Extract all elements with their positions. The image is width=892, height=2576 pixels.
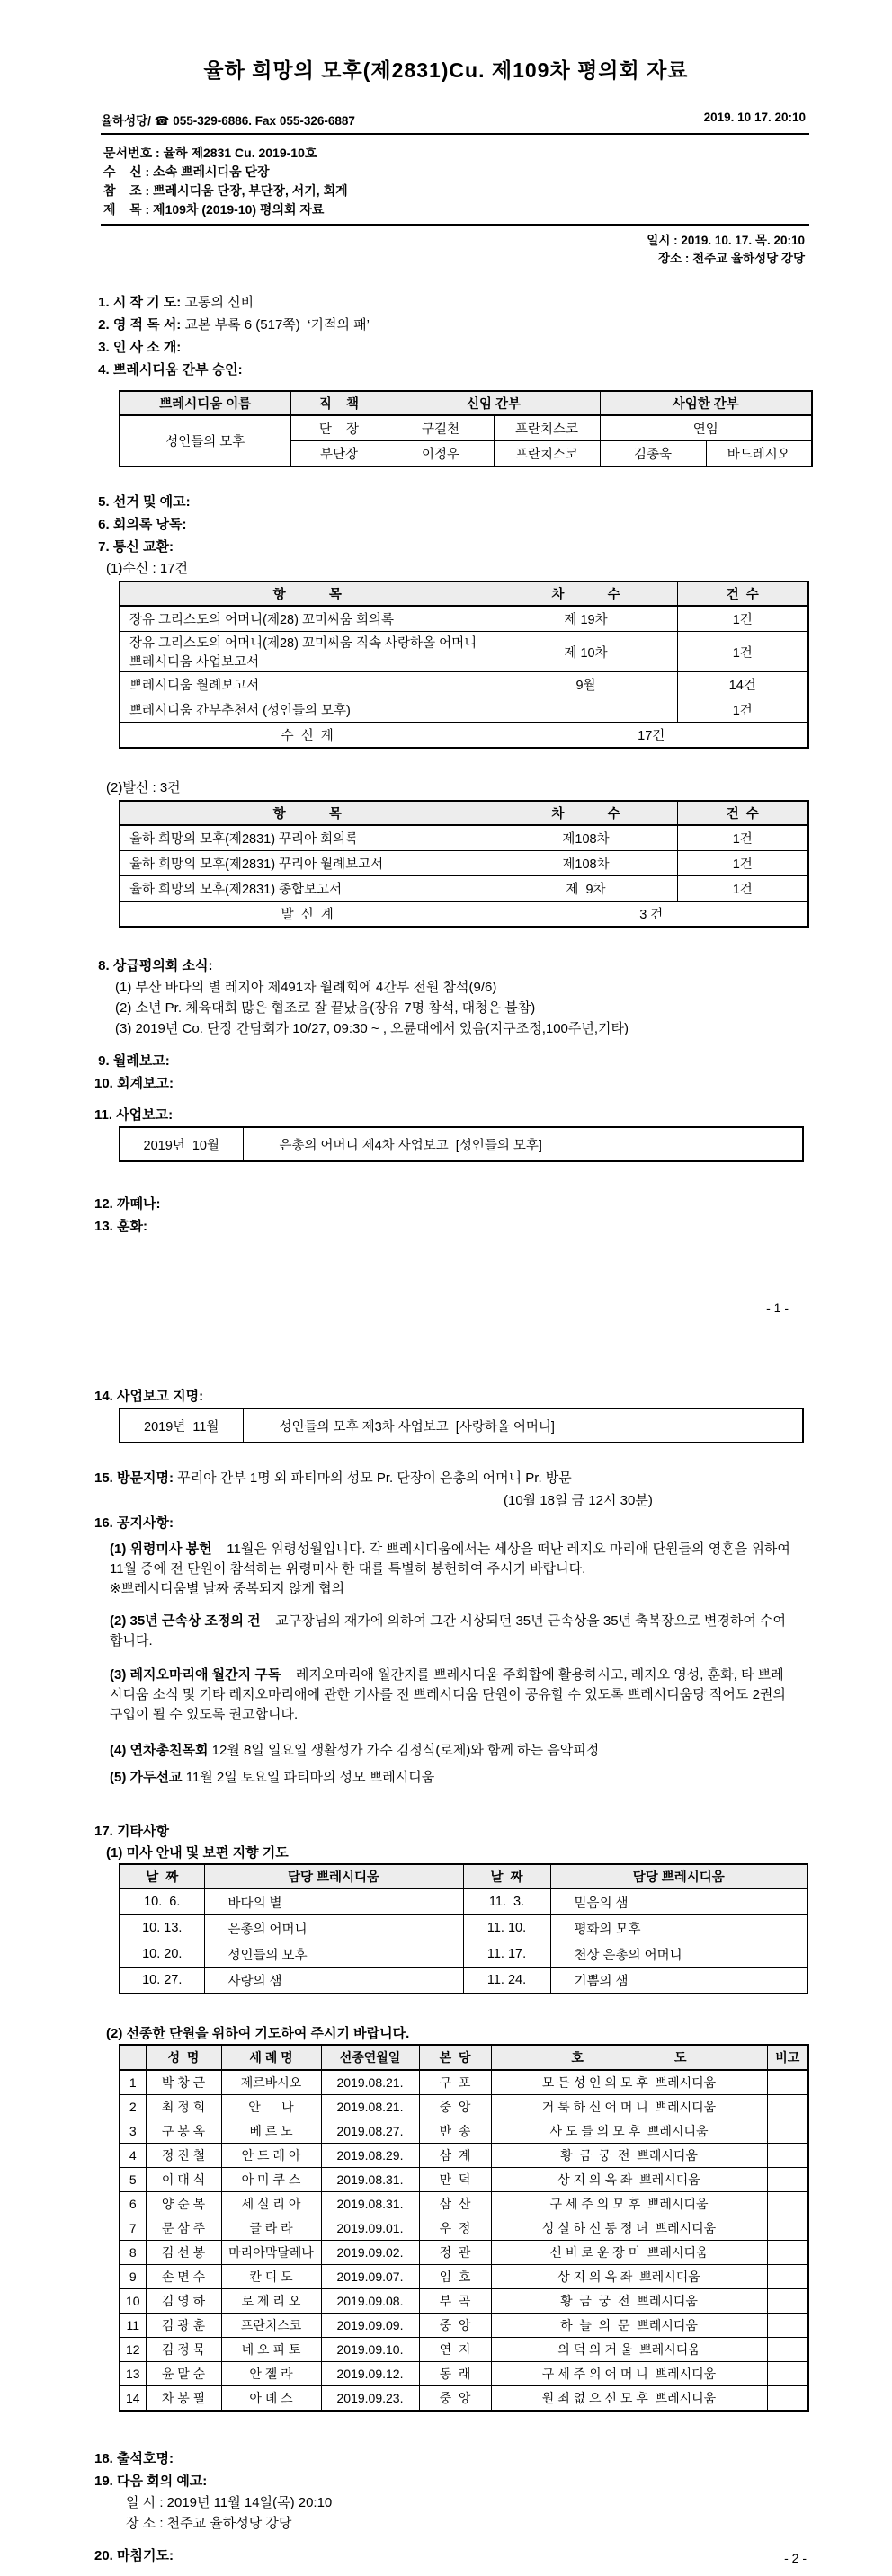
table-cell: 베 르 노 [221, 2119, 321, 2144]
total-value-cell: 17건 [495, 723, 808, 749]
table-cell [767, 2362, 808, 2386]
section-spiritual-reading: 2. 영 적 독 서: 교본 부록 6 (517쪽) ‘기적의 패’ [94, 317, 370, 333]
next-meeting-place: 장 소 : 천주교 율하성당 강당 [126, 2516, 292, 2531]
report-desc-cell: 은총의 어머니 제4차 사업보고 [성인들의 모후] [243, 1127, 803, 1161]
section-accounting-report: 10. 회계보고: [94, 1076, 174, 1091]
page-2-marker: - 2 - [784, 2551, 807, 2565]
table-cell: 1건 [677, 876, 808, 902]
table-cell: 2019.08.31. [321, 2168, 419, 2192]
misc-sub-deceased: (2) 선종한 단원을 위하여 기도하여 주시기 바랍니다. [106, 2026, 410, 2041]
table-cell: 프란치스코 [494, 441, 600, 467]
table-row [120, 1915, 807, 1941]
table-cell: 네 오 피 토 [221, 2338, 321, 2362]
table-cell: 11. 17. [463, 1941, 550, 1968]
table-cell: 2019.08.27. [321, 2119, 419, 2144]
table-cell: 1건 [677, 851, 808, 876]
table-cell: 김 영 하 [146, 2289, 221, 2314]
section-minutes-reading: 6. 회의록 낭독: [94, 517, 187, 532]
table-cell: 9월 [495, 672, 677, 697]
table-cell: 양 순 복 [146, 2192, 221, 2216]
presidium-name-cell: 성인들의 모후 [120, 415, 290, 466]
meeting-datetime: 일시 : 2019. 10. 17. 목. 20:10 [647, 234, 805, 247]
col-date: 날 짜 [120, 1864, 204, 1888]
table-cell [767, 2119, 808, 2144]
section-report-assignment: 14. 사업보고 지명: [94, 1389, 204, 1404]
table-row [120, 2265, 808, 2289]
col-presidium: 담당 쁘레시디움 [204, 1864, 463, 1888]
table-cell: 김 정 묵 [146, 2338, 221, 2362]
table-cell: 10. 6. [120, 1888, 204, 1915]
table-cell: 안 드 레 아 [221, 2144, 321, 2168]
table-cell: 최 정 희 [146, 2095, 221, 2119]
table-row [120, 2216, 808, 2241]
business-report-table [119, 1126, 804, 1162]
table-cell: 1 [120, 2070, 146, 2095]
notice-item: (4) 연차총친목회 12월 8일 일요일 생활성가 가수 김정식(로제)와 함께 하는 음악피정 [110, 1743, 600, 1758]
table-cell: 연 지 [419, 2338, 491, 2362]
table-row [120, 2045, 808, 2070]
table-cell: 삼 산 [419, 2192, 491, 2216]
table-cell: 기쁨의 샘 [550, 1968, 807, 1994]
section-monthly-report: 9. 월례보고: [94, 1053, 170, 1069]
printed-datetime: 2019. 10 17. 20:10 [703, 111, 806, 124]
table-cell [767, 2070, 808, 2095]
col-item: 항 목 [120, 582, 495, 606]
table-cell [767, 2241, 808, 2265]
table-row [120, 1941, 807, 1968]
table-cell: 하 늘 의 문 쁘레시디움 [491, 2314, 767, 2338]
col-presidium-name: 쁘레시디움 이름 [120, 391, 290, 415]
notice-item: (2) 35년 근속상 조정의 건 교구장님의 재가에 의하여 그간 시상되던 35년 근속상을 35년 축복장으로 변경하여 수여합니다. [110, 1613, 786, 1648]
meeting-place: 장소 : 천주교 율하성당 강당 [658, 252, 805, 265]
meeting-info [54, 232, 805, 268]
table-cell: 원 죄 없 으 신 모 후 쁘레시디움 [491, 2386, 767, 2412]
table-cell: 프란치스코 [221, 2314, 321, 2338]
news-item: (3) 2019년 Co. 단장 간담회가 10/27, 09:30 ~ , 오륜대에서 있음(지구조정,100주년,기타) [115, 1021, 629, 1036]
report-desc-cell: 성인들의 모후 제3차 사업보고 [사랑하올 어머니] [243, 1408, 803, 1443]
table-cell: 13 [120, 2362, 146, 2386]
table-row [120, 2144, 808, 2168]
table-row [120, 582, 808, 606]
table-row [120, 1127, 803, 1161]
table-cell [767, 2216, 808, 2241]
col-remarks: 비고 [767, 2045, 808, 2070]
col-baptismal-name: 세 례 명 [221, 2045, 321, 2070]
table-cell: 안 젤 라 [221, 2362, 321, 2386]
table-cell: 성 실 하 신 동 정 녀 쁘레시디움 [491, 2216, 767, 2241]
doc-number-line: 문서번호 : 율하 제2831 Cu. 2019-10호 [103, 146, 317, 160]
col-death-date: 선종연월일 [321, 2045, 419, 2070]
table-cell: 이 대 식 [146, 2168, 221, 2192]
table-cell: 부단장 [290, 441, 388, 467]
table-cell: 구길천 [388, 415, 494, 441]
table-cell: 1건 [677, 632, 808, 672]
col-count: 건 수 [677, 582, 808, 606]
table-cell: 임 호 [419, 2265, 491, 2289]
table-cell: 거 룩 하 신 어 머 니 쁘레시디움 [491, 2095, 767, 2119]
table-row [120, 391, 812, 415]
total-label-cell: 발 신 계 [120, 902, 495, 928]
table-row [120, 1408, 803, 1443]
table-cell [495, 697, 677, 723]
col-name: 성 명 [146, 2045, 221, 2070]
col-presidium: 담당 쁘레시디움 [550, 1864, 807, 1888]
table-cell: 2019.09.02. [321, 2241, 419, 2265]
col-parish: 본 당 [419, 2045, 491, 2070]
table-cell: 천상 은총의 어머니 [550, 1941, 807, 1968]
report-month-cell: 2019년 11월 [120, 1408, 243, 1443]
table-row [120, 876, 808, 902]
table-cell [767, 2338, 808, 2362]
section-opening-prayer: 1. 시 작 기 도: 고통의 신비 [94, 295, 254, 310]
table-cell: 믿음의 샘 [550, 1888, 807, 1915]
table-cell [767, 2265, 808, 2289]
table-cell: 2019.09.09. [321, 2314, 419, 2338]
table-cell: 2019.08.31. [321, 2192, 419, 2216]
table-cell: 장유 그리스도의 어머니(제28) 꼬미씨움 직속 사랑하올 어머니 쁘레시디움 사업보고서 [120, 632, 495, 672]
table-cell: 1건 [677, 825, 808, 851]
table-cell: 14건 [677, 672, 808, 697]
table-row [120, 1888, 807, 1915]
table-cell: 황 금 궁 전 쁘레시디움 [491, 2289, 767, 2314]
table-row [120, 415, 812, 441]
section-next-meeting: 19. 다음 회의 예고: [94, 2474, 208, 2489]
table-cell: 4 [120, 2144, 146, 2168]
col-resigned-officer: 사임한 간부 [600, 391, 812, 415]
table-cell: 차 봉 필 [146, 2386, 221, 2412]
table-cell: 7 [120, 2216, 146, 2241]
table-cell: 중 앙 [419, 2314, 491, 2338]
table-row [120, 2289, 808, 2314]
table-cell: 12 [120, 2338, 146, 2362]
table-cell: 프란치스코 [494, 415, 600, 441]
col-date: 날 짜 [463, 1864, 550, 1888]
table-cell: 11 [120, 2314, 146, 2338]
table-cell: 사랑의 샘 [204, 1968, 463, 1994]
table-total-row [120, 902, 808, 928]
table-cell: 2019.08.21. [321, 2070, 419, 2095]
notice-note: ※쁘레시디움별 날짜 중복되지 않게 협의 [110, 1581, 345, 1596]
table-cell: 구 포 [419, 2070, 491, 2095]
assignment-table [119, 1408, 804, 1443]
section-closing-prayer: 20. 마침기도: [94, 2548, 174, 2563]
table-cell: 윤 말 순 [146, 2362, 221, 2386]
table-cell: 신 비 로 운 장 미 쁘레시디움 [491, 2241, 767, 2265]
table-cell: 김종욱 [600, 441, 706, 467]
total-label-cell: 수 신 계 [120, 723, 495, 749]
table-cell: 평화의 모후 [550, 1915, 807, 1941]
table-row [120, 2168, 808, 2192]
table-row [120, 697, 808, 723]
table-cell: 로 제 리 오 [221, 2289, 321, 2314]
report-month-cell: 2019년 10월 [120, 1127, 243, 1161]
table-cell: 제 10차 [495, 632, 677, 672]
next-meeting-datetime: 일 시 : 2019년 11월 14일(목) 20:10 [126, 2495, 333, 2510]
table-cell: 9 [120, 2265, 146, 2289]
sent-intro: (2)발신 : 3건 [106, 780, 181, 795]
table-cell: 문 삼 주 [146, 2216, 221, 2241]
table-cell: 성인들의 모후 [204, 1941, 463, 1968]
table-cell: 10 [120, 2289, 146, 2314]
table-cell: 2019.09.10. [321, 2338, 419, 2362]
table-cell: 율하 희망의 모후(제2831) 꾸리아 월례보고서 [120, 851, 495, 876]
section-officer-approval: 4. 쁘레시디움 간부 승인: [94, 362, 243, 378]
table-cell: 동 래 [419, 2362, 491, 2386]
col-position: 직 책 [290, 391, 388, 415]
table-cell: 구 세 주 의 어 머 니 쁘레시디움 [491, 2362, 767, 2386]
table-cell: 10. 27. [120, 1968, 204, 1994]
table-cell: 2019.09.08. [321, 2289, 419, 2314]
table-row [120, 2192, 808, 2216]
table-row [120, 672, 808, 697]
table-cell: 3 [120, 2119, 146, 2144]
table-cell: 10. 13. [120, 1915, 204, 1941]
notice-item: (5) 가두선교 11월 2일 토요일 파티마의 성모 쁘레시디움 [110, 1770, 435, 1785]
table-cell: 단 장 [290, 415, 388, 441]
table-cell: 제108차 [495, 851, 677, 876]
col-count: 건 수 [677, 801, 808, 825]
table-cell: 모 든 성 인 의 모 후 쁘레시디움 [491, 2070, 767, 2095]
table-cell: 중 앙 [419, 2386, 491, 2412]
divider [101, 224, 809, 226]
table-row [120, 2314, 808, 2338]
table-cell: 11. 24. [463, 1968, 550, 1994]
table-cell: 상 지 의 옥 좌 쁘레시디움 [491, 2168, 767, 2192]
table-row [120, 825, 808, 851]
table-row [120, 1968, 807, 1994]
table-cell: 장유 그리스도의 어머니(제28) 꼬미씨움 회의록 [120, 606, 495, 632]
col-session: 차 수 [495, 582, 677, 606]
table-cell: 10. 20. [120, 1941, 204, 1968]
table-cell: 김 선 봉 [146, 2241, 221, 2265]
table-cell: 11. 3. [463, 1888, 550, 1915]
table-cell: 이정우 [388, 441, 494, 467]
table-cell: 구 세 주 의 모 후 쁘레시디움 [491, 2192, 767, 2216]
section-election: 5. 선거 및 예고: [94, 494, 191, 510]
table-cell: 손 면 수 [146, 2265, 221, 2289]
table-cell: 글 라 라 [221, 2216, 321, 2241]
table-row [120, 2362, 808, 2386]
cc-line: 참 조 : 쁘레시디움 단장, 부단장, 서기, 회계 [103, 183, 348, 198]
misc-sub-mass-guide: (1) 미사 안내 및 보편 지향 기도 [106, 1845, 289, 1861]
table-row [120, 2338, 808, 2362]
table-cell: 5 [120, 2168, 146, 2192]
table-cell [767, 2168, 808, 2192]
received-intro: (1)수신 : 17건 [106, 561, 188, 576]
table-cell: 제 9차 [495, 876, 677, 902]
page-1-marker: - 1 - [766, 1301, 789, 1315]
col-new-officer: 신임 간부 [388, 391, 600, 415]
deceased-members-table [119, 2044, 809, 2412]
section-senior-council-news: 8. 상급평의회 소식: [94, 958, 213, 973]
news-item: (1) 부산 바다의 별 레지아 제491차 월례회에 4간부 전원 참석(9/6) [115, 980, 497, 995]
table-cell: 율하 희망의 모후(제2831) 종합보고서 [120, 876, 495, 902]
notice-item: (3) 레지오마리애 월간지 구독 레지오마리애 월간지를 쁘레시디움 주회합에 활용하시고, 레지오 영성, 훈화, 타 쁘레시디움 소식 및 기타 레지오마리애에 관한 기사를 전 쁘레시디움 단원이 공유할 수 있도록 쁘레시디움당 적어도 2권의 구입이 될 수 있도록 권고합니다. [110, 1667, 790, 1722]
divider [101, 133, 809, 135]
document-header [101, 111, 806, 129]
table-cell [767, 2144, 808, 2168]
table-cell: 2 [120, 2095, 146, 2119]
table-cell: 바드레시오 [706, 441, 812, 467]
subject-line: 제 목 : 제109차 (2019-10) 평의회 자료 [103, 202, 325, 217]
table-cell: 2019.08.21. [321, 2095, 419, 2119]
table-cell: 구 봉 옥 [146, 2119, 221, 2144]
col-item: 항 목 [120, 801, 495, 825]
table-cell [767, 2314, 808, 2338]
visit-sub-note: (10월 18일 금 12시 30분) [504, 1493, 653, 1508]
table-cell: 칸 디 도 [221, 2265, 321, 2289]
recipient-line: 수 신 : 소속 쁘레시디움 단장 [103, 164, 270, 179]
table-cell: 2019.08.29. [321, 2144, 419, 2168]
mass-schedule-table [119, 1863, 808, 1994]
table-cell: 제 19차 [495, 606, 677, 632]
parish-contact: 율하성당/ ☎ 055-329-6886. Fax 055-326-6887 [101, 114, 355, 128]
table-row [120, 632, 808, 672]
table-row [120, 2119, 808, 2144]
table-row [120, 2095, 808, 2119]
section-correspondence: 7. 통신 교환: [94, 539, 174, 555]
table-cell: 쁘레시디움 월례보고서 [120, 672, 495, 697]
table-cell: 2019.09.23. [321, 2386, 419, 2412]
table-row [120, 801, 808, 825]
table-cell: 세 실 리 아 [221, 2192, 321, 2216]
table-cell: 14 [120, 2386, 146, 2412]
table-row [120, 2241, 808, 2265]
section-announcements: 16. 공지사항: [94, 1515, 174, 1531]
table-cell: 의 덕 의 거 울 쁘레시디움 [491, 2338, 767, 2362]
table-cell: 사 도 들 의 모 후 쁘레시디움 [491, 2119, 767, 2144]
table-cell: 은총의 어머니 [204, 1915, 463, 1941]
table-cell: 김 광 훈 [146, 2314, 221, 2338]
section-visit-assignment: 15. 방문지명: 꾸리아 간부 1명 외 파티마의 성모 Pr. 단장이 은총의 어머니 Pr. 방문 [94, 1470, 572, 1486]
table-cell: 마리아막달레나 [221, 2241, 321, 2265]
table-cell [767, 2095, 808, 2119]
table-cell: 정 진 철 [146, 2144, 221, 2168]
table-cell: 2019.09.01. [321, 2216, 419, 2241]
table-cell: 아 녜 스 [221, 2386, 321, 2412]
table-cell: 11. 10. [463, 1915, 550, 1941]
table-cell: 안 나 [221, 2095, 321, 2119]
table-cell: 연임 [600, 415, 812, 441]
table-row [120, 2386, 808, 2412]
section-roll-call: 18. 출석호명: [94, 2451, 174, 2466]
table-cell: 2019.09.07. [321, 2265, 419, 2289]
table-cell: 율하 희망의 모후(제2831) 꾸리아 회의록 [120, 825, 495, 851]
section-catena: 12. 까떼나: [94, 1196, 161, 1212]
table-cell: 바다의 별 [204, 1888, 463, 1915]
document-title: 율하 희망의 모후(제2831)Cu. 제109차 평의회 자료 [203, 58, 689, 82]
table-total-row [120, 723, 808, 749]
table-cell: 박 창 근 [146, 2070, 221, 2095]
table-row [120, 606, 808, 632]
table-cell: 만 덕 [419, 2168, 491, 2192]
col-presidium-title: 호 도 [491, 2045, 767, 2070]
table-cell: 1건 [677, 606, 808, 632]
table-cell: 중 앙 [419, 2095, 491, 2119]
table-cell: 제108차 [495, 825, 677, 851]
news-item: (2) 소년 Pr. 체육대회 많은 협조로 잘 끝났음(장유 7명 참석, 대청은 불참) [115, 1000, 536, 1016]
table-cell: 제르바시오 [221, 2070, 321, 2095]
received-table [119, 581, 809, 749]
table-cell: 6 [120, 2192, 146, 2216]
sent-table [119, 800, 809, 928]
section-misc: 17. 기타사항 [94, 1824, 169, 1839]
table-cell [767, 2386, 808, 2412]
total-value-cell: 3 건 [495, 902, 808, 928]
table-cell [767, 2289, 808, 2314]
table-row [120, 2070, 808, 2095]
table-cell: 부 곡 [419, 2289, 491, 2314]
table-row [120, 1864, 807, 1888]
table-cell: 1건 [677, 697, 808, 723]
section-business-report: 11. 사업보고: [94, 1107, 174, 1123]
table-cell: 반 송 [419, 2119, 491, 2144]
col-index [120, 2045, 146, 2070]
table-cell: 8 [120, 2241, 146, 2265]
section-introductions: 3. 인 사 소 개: [94, 340, 182, 355]
section-allocution: 13. 훈화: [94, 1219, 147, 1234]
table-cell [767, 2192, 808, 2216]
table-cell: 아 미 쿠 스 [221, 2168, 321, 2192]
notice-item: (1) 위령미사 봉헌 11월은 위령성월입니다. 각 쁘레시디움에서는 세상을 떠난 레지오 마리애 단원들의 영혼을 위하여 11월 중에 전 단원이 참석하는 위령미사 한 대를 특별히 봉헌하여 주시기 바랍니다. ※쁘레시디움별 날짜 중복되지 않게 협의 [110, 1541, 794, 1596]
table-cell: 정 관 [419, 2241, 491, 2265]
table-cell: 황 금 궁 전 쁘레시디움 [491, 2144, 767, 2168]
document-page [0, 54, 892, 2576]
table-row [120, 851, 808, 876]
table-cell: 2019.09.12. [321, 2362, 419, 2386]
table-cell: 삼 계 [419, 2144, 491, 2168]
col-session: 차 수 [495, 801, 677, 825]
table-cell: 쁘레시디움 간부추천서 (성인들의 모후) [120, 697, 495, 723]
table-cell: 상 지 의 옥 좌 쁘레시디움 [491, 2265, 767, 2289]
table-cell: 우 정 [419, 2216, 491, 2241]
document-info [103, 144, 838, 219]
officers-table [119, 390, 813, 467]
